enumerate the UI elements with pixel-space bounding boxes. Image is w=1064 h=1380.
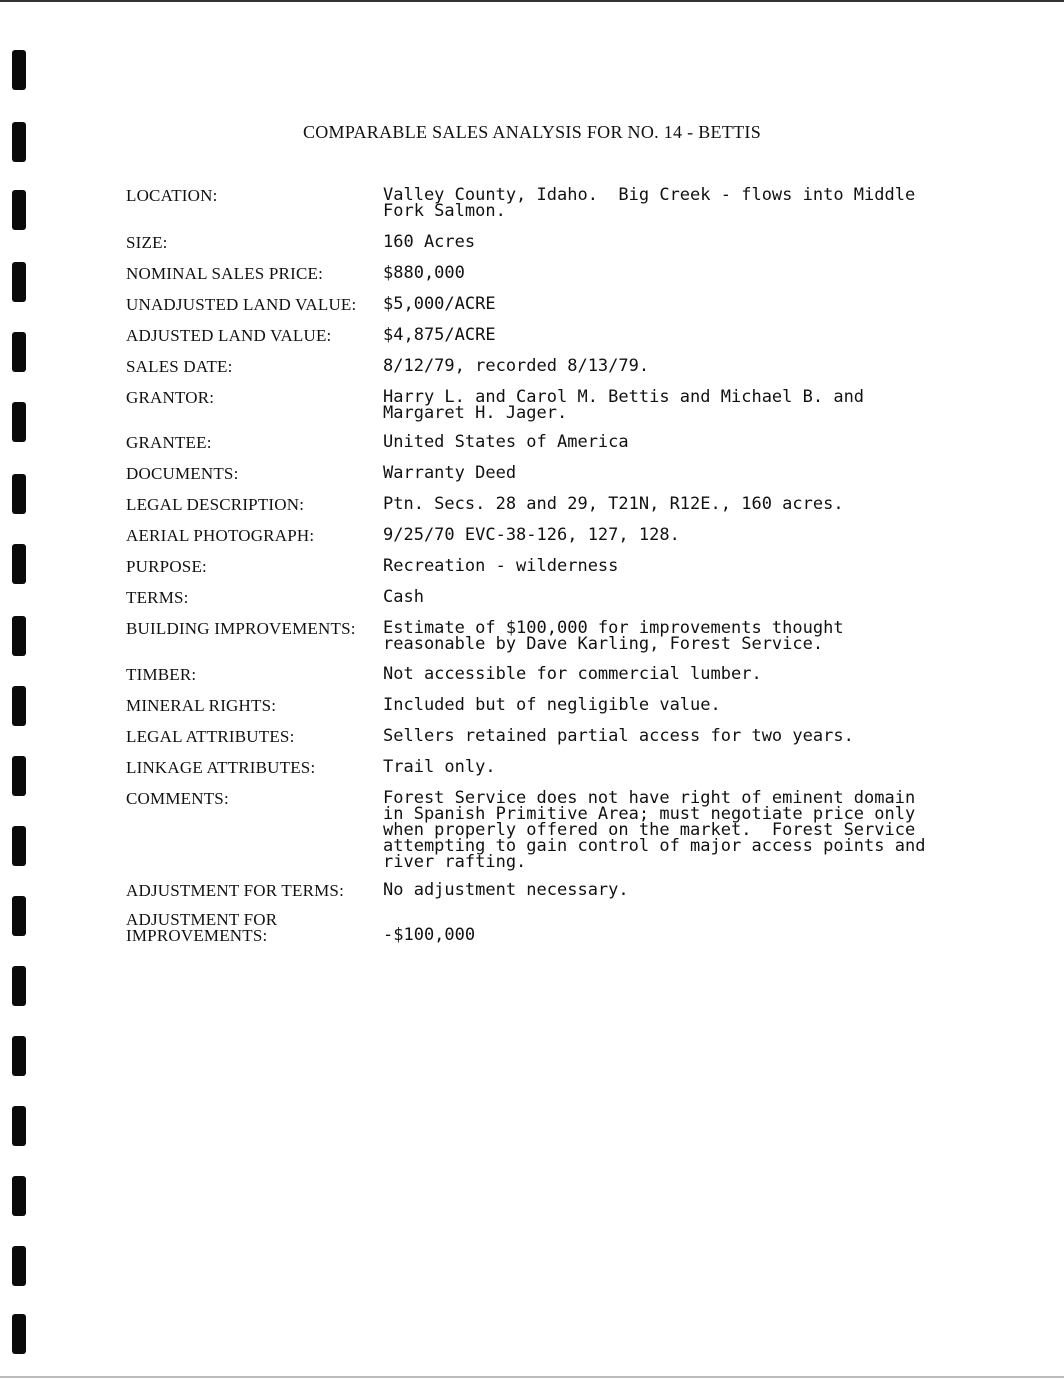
field-label: LINKAGE ATTRIBUTES: bbox=[126, 758, 316, 777]
binding-hole bbox=[12, 966, 26, 1006]
field-value: Included but of negligible value. bbox=[383, 695, 721, 715]
field-adjustment-for-improvements bbox=[126, 908, 946, 948]
document-title: COMPARABLE SALES ANALYSIS FOR NO. 14 - BETTIS bbox=[302, 122, 762, 142]
field-linkage-attributes bbox=[126, 756, 946, 787]
field-value: Trail only. bbox=[383, 757, 496, 777]
binding-hole bbox=[12, 616, 26, 656]
field-label: TERMS: bbox=[126, 588, 189, 607]
field-label: LOCATION: bbox=[126, 186, 218, 205]
field-aerial-photograph bbox=[126, 524, 946, 555]
field-value: 8/12/79, recorded 8/13/79. bbox=[383, 356, 650, 376]
field-adjusted-land-value bbox=[126, 324, 946, 355]
binding-hole bbox=[12, 896, 26, 936]
field-sales-date bbox=[126, 355, 946, 386]
field-value: No adjustment necessary. bbox=[383, 880, 629, 900]
field-label: ADJUSTMENT FOR IMPROVEMENTS: bbox=[126, 910, 278, 945]
field-size bbox=[126, 231, 946, 262]
field-value: Cash bbox=[383, 587, 424, 607]
field-label: COMMENTS: bbox=[126, 789, 229, 808]
field-value: 9/25/70 EVC-38-126, 127, 128. bbox=[383, 525, 680, 545]
field-label: GRANTOR: bbox=[126, 388, 215, 407]
field-label: SIZE: bbox=[126, 233, 168, 252]
binding-hole bbox=[12, 686, 26, 726]
field-value: Sellers retained partial access for two years. bbox=[383, 726, 854, 746]
field-label: SALES DATE: bbox=[126, 357, 233, 376]
binding-hole bbox=[12, 262, 26, 302]
field-mineral-rights bbox=[126, 694, 946, 725]
field-value: Ptn. Secs. 28 and 29, T21N, R12E., 160 acres. bbox=[383, 494, 844, 514]
binding-hole bbox=[12, 50, 26, 90]
binding-hole bbox=[12, 756, 26, 796]
field-grantor bbox=[126, 386, 946, 431]
binding-hole bbox=[12, 1246, 26, 1286]
field-label: LEGAL ATTRIBUTES: bbox=[126, 727, 295, 746]
field-value: United States of America bbox=[383, 432, 629, 452]
field-label: PURPOSE: bbox=[126, 557, 207, 576]
sales-analysis-fields bbox=[126, 184, 946, 948]
field-unadjusted-land-value bbox=[126, 293, 946, 324]
field-value: Estimate of $100,000 for improvements thought reasonable by Dave Karling, Forest Service. bbox=[383, 618, 844, 654]
binding-hole bbox=[12, 1106, 26, 1146]
field-legal-attributes bbox=[126, 725, 946, 756]
field-timber bbox=[126, 663, 946, 694]
binding-hole bbox=[12, 1036, 26, 1076]
field-adjustment-for-terms bbox=[126, 879, 946, 908]
binding-hole bbox=[12, 1176, 26, 1216]
binding-hole bbox=[12, 1314, 26, 1354]
field-grantee bbox=[126, 431, 946, 462]
field-value: Harry L. and Carol M. Bettis and Michael B. and Margaret H. Jager. bbox=[383, 387, 865, 423]
field-label: BUILDING IMPROVEMENTS: bbox=[126, 619, 356, 638]
field-value: Not accessible for commercial lumber. bbox=[383, 664, 762, 684]
field-label: UNADJUSTED LAND VALUE: bbox=[126, 295, 357, 314]
binding-hole bbox=[12, 190, 26, 230]
field-purpose bbox=[126, 555, 946, 586]
field-value: 160 Acres bbox=[383, 232, 476, 252]
field-value: Warranty Deed bbox=[383, 463, 517, 483]
binding-hole bbox=[12, 402, 26, 442]
field-label: TIMBER: bbox=[126, 665, 197, 684]
binding-hole bbox=[12, 826, 26, 866]
field-value: $4,875/ACRE bbox=[383, 325, 496, 345]
field-comments bbox=[126, 787, 946, 879]
field-label: AERIAL PHOTOGRAPH: bbox=[126, 526, 315, 545]
field-value: Valley County, Idaho. Big Creek - flows into Middle Fork Salmon. bbox=[383, 185, 916, 221]
field-value: Recreation - wilderness bbox=[383, 556, 619, 576]
field-location bbox=[126, 184, 946, 231]
field-label: GRANTEE: bbox=[126, 433, 212, 452]
field-legal-description bbox=[126, 493, 946, 524]
field-value: $880,000 bbox=[383, 263, 465, 283]
field-label: ADJUSTMENT FOR TERMS: bbox=[126, 881, 345, 900]
field-nominal-sales-price bbox=[126, 262, 946, 293]
field-building-improvements bbox=[126, 617, 946, 663]
field-value: Forest Service does not have right of eminent domain in Spanish Primitive Area; must negotiate price only when properly offered on the market. Forest Service attempting to gain control of major access points and river rafting. bbox=[383, 788, 926, 872]
binding-hole bbox=[12, 474, 26, 514]
page-bottom-edge bbox=[0, 1376, 1064, 1378]
binding-holes bbox=[6, 50, 36, 1370]
field-value: $5,000/ACRE bbox=[383, 294, 496, 314]
field-value: -$100,000 bbox=[383, 925, 476, 945]
field-documents bbox=[126, 462, 946, 493]
field-label: LEGAL DESCRIPTION: bbox=[126, 495, 305, 514]
field-label: ADJUSTED LAND VALUE: bbox=[126, 326, 332, 345]
field-terms bbox=[126, 586, 946, 617]
binding-hole bbox=[12, 544, 26, 584]
field-label: NOMINAL SALES PRICE: bbox=[126, 264, 323, 283]
binding-hole bbox=[12, 332, 26, 372]
field-label: MINERAL RIGHTS: bbox=[126, 696, 277, 715]
page-top-edge bbox=[0, 0, 1064, 2]
field-label: DOCUMENTS: bbox=[126, 464, 239, 483]
